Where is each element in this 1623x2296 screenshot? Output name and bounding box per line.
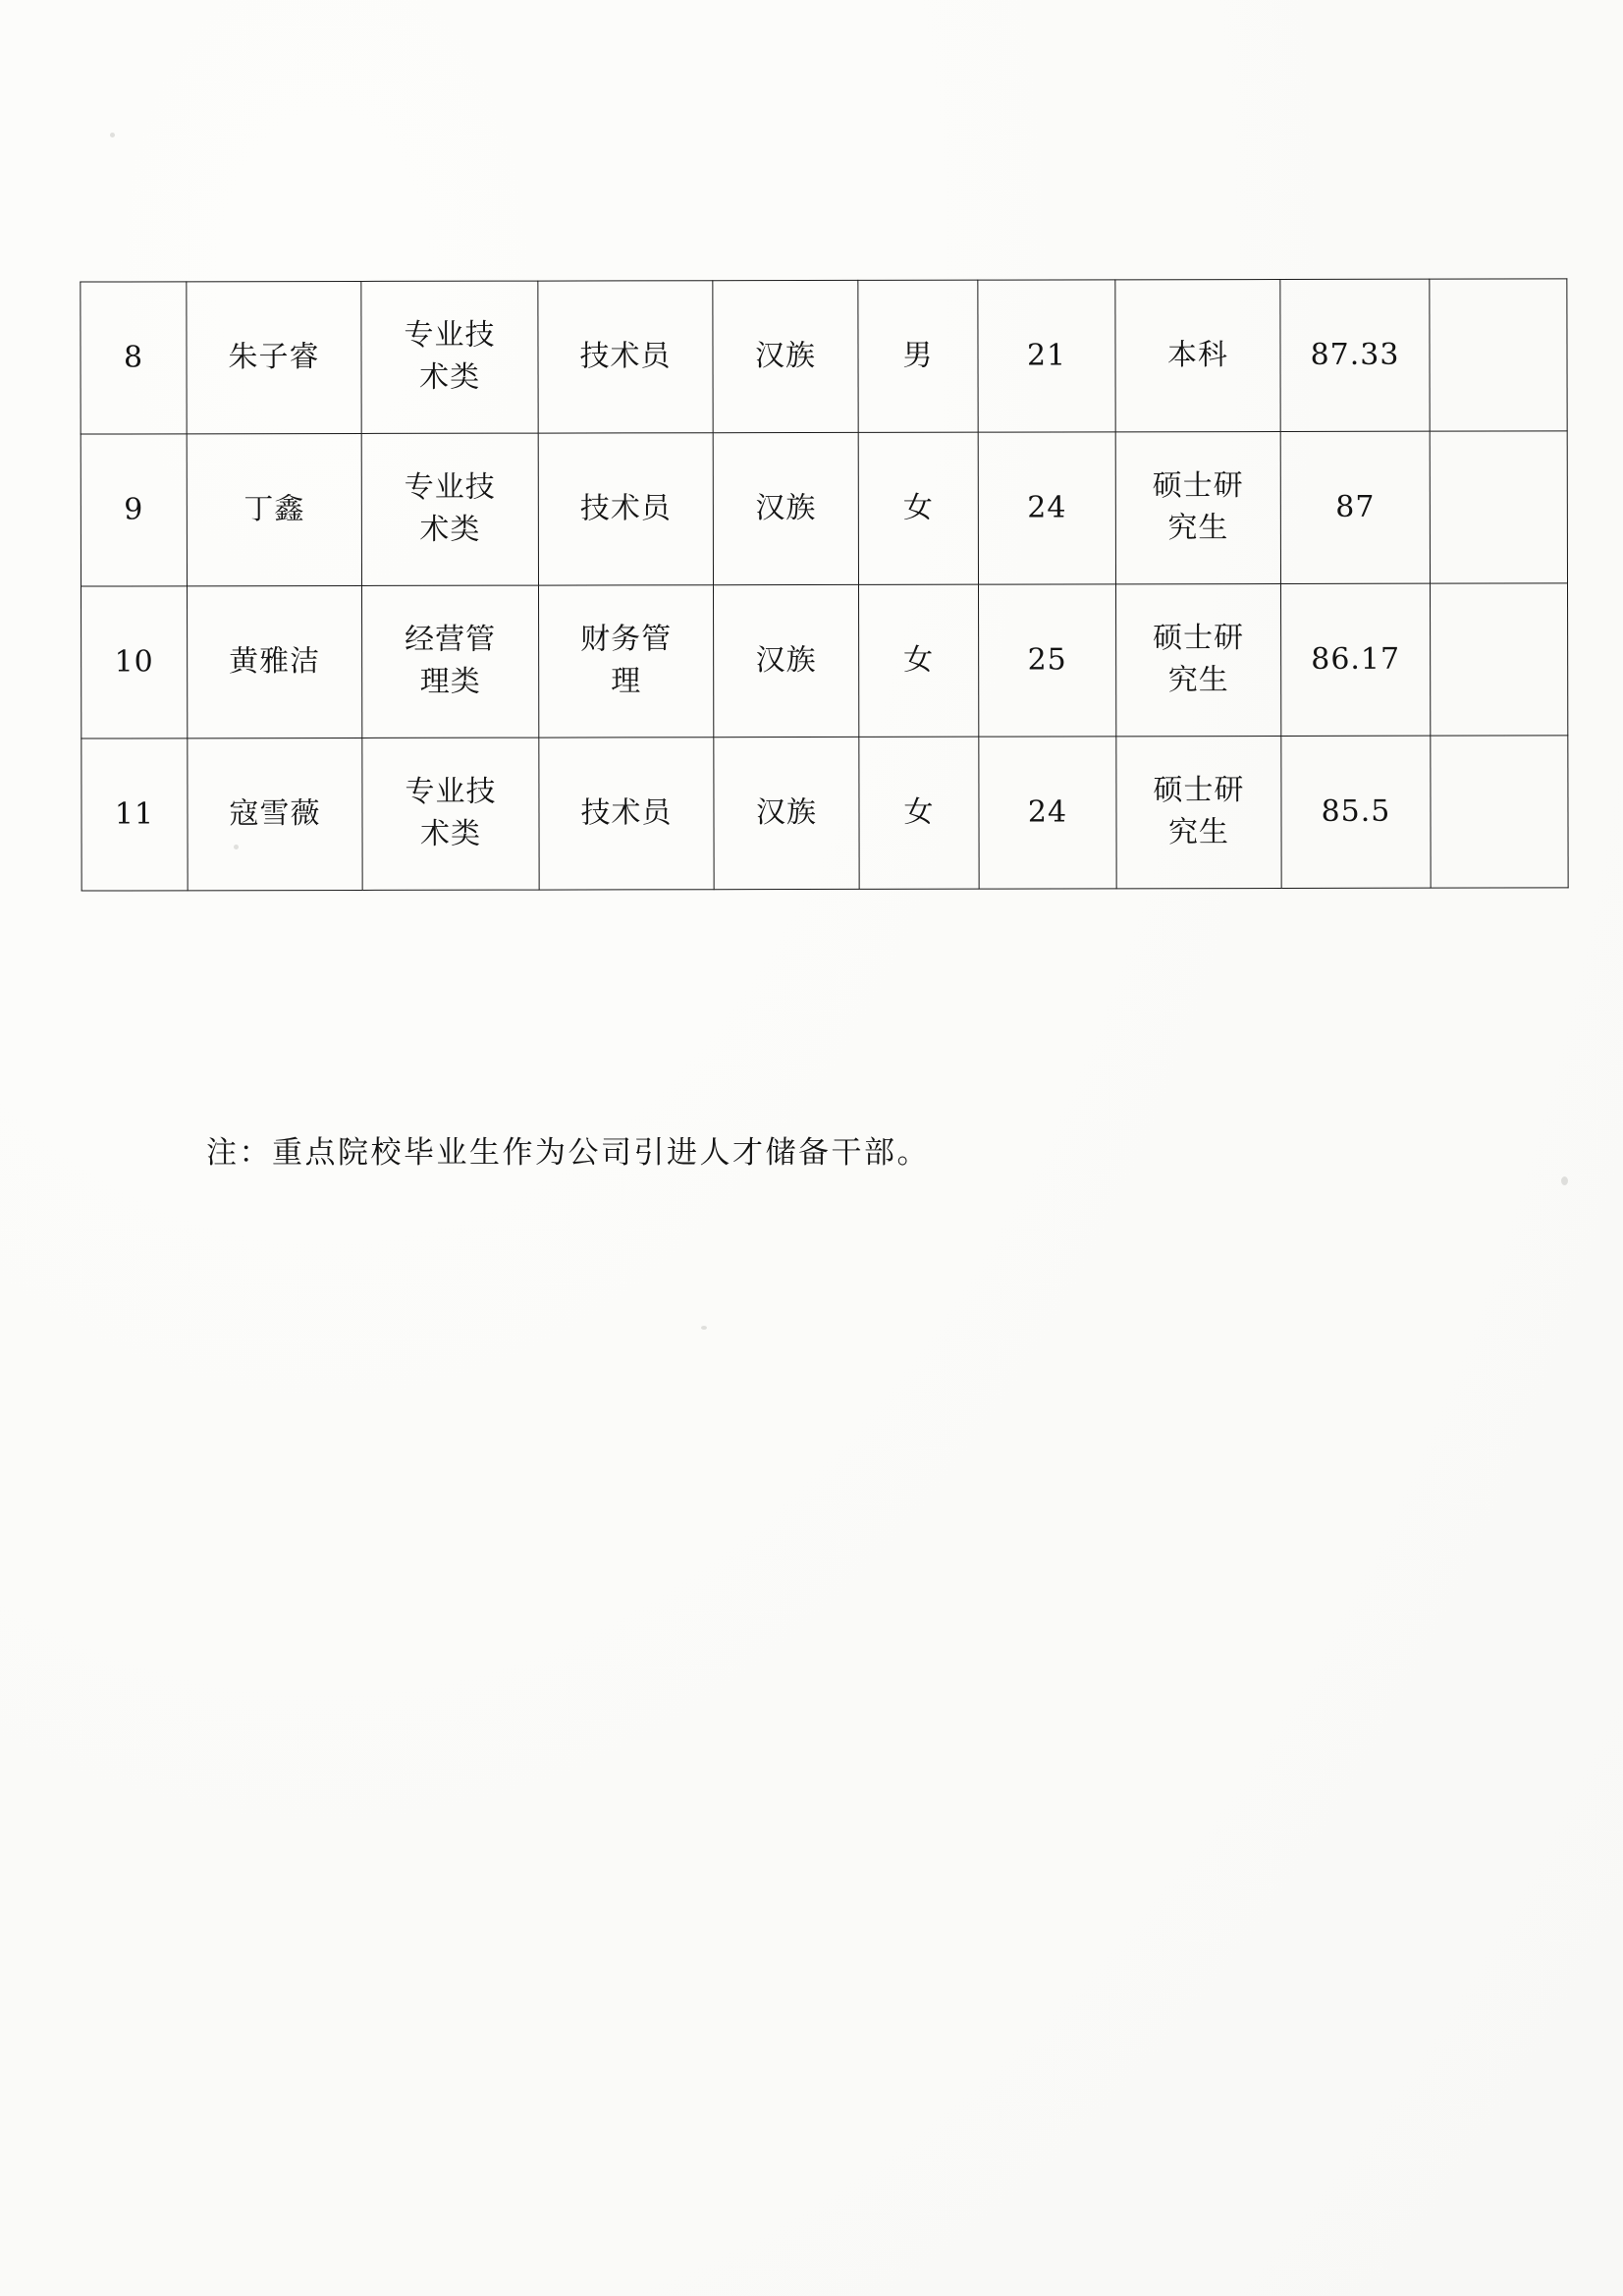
cell-age: 24 <box>978 432 1115 584</box>
cell-age: 21 <box>978 280 1115 432</box>
scan-artifact <box>1561 1176 1568 1185</box>
cell-position: 技术员 <box>538 281 713 433</box>
cell-education: 硕士研 究生 <box>1116 736 1281 888</box>
cell-name: 黄雅洁 <box>188 585 362 738</box>
cell-position: 技术员 <box>538 433 713 585</box>
cell-remark <box>1430 279 1567 431</box>
cell-category: 专业技 术类 <box>361 433 538 585</box>
cell-gender: 女 <box>859 737 979 889</box>
cell-ethnicity: 汉族 <box>713 280 858 432</box>
cell-position: 技术员 <box>539 738 714 890</box>
cell-age: 24 <box>979 737 1116 889</box>
cell-gender: 男 <box>858 280 978 432</box>
cell-score: 87.33 <box>1280 279 1430 431</box>
table-row <box>81 431 1567 586</box>
cell-age: 25 <box>978 584 1115 737</box>
cell-index: 8 <box>81 282 187 434</box>
cell-index: 11 <box>81 738 188 891</box>
cell-gender: 女 <box>858 584 978 737</box>
cell-name: 朱子睿 <box>187 281 361 433</box>
cell-index: 9 <box>81 434 187 586</box>
table-row <box>81 583 1568 738</box>
table-note: 注：重点院校毕业生作为公司引进人才储备干部。 <box>206 1135 930 1171</box>
cell-ethnicity: 汉族 <box>713 432 858 584</box>
cell-score: 85.5 <box>1281 736 1431 888</box>
cell-ethnicity: 汉族 <box>714 584 859 737</box>
cell-score: 86.17 <box>1280 583 1430 736</box>
cell-category: 专业技 术类 <box>362 738 539 890</box>
cell-category: 经营管 理类 <box>362 585 539 738</box>
cell-name: 寇雪薇 <box>188 738 362 890</box>
cell-education: 硕士研 究生 <box>1115 431 1280 583</box>
cell-remark <box>1430 583 1567 736</box>
candidate-table <box>80 278 1568 891</box>
cell-position: 财务管 理 <box>539 585 714 738</box>
table-row <box>81 736 1568 891</box>
scan-artifact <box>701 1326 707 1330</box>
cell-education: 本科 <box>1115 279 1280 431</box>
cell-name: 丁鑫 <box>187 433 361 585</box>
cell-index: 10 <box>81 586 188 738</box>
scan-artifact <box>110 133 115 137</box>
cell-gender: 女 <box>858 432 978 584</box>
candidate-table-container <box>80 278 1541 891</box>
cell-remark <box>1430 431 1567 583</box>
cell-score: 87 <box>1280 431 1430 583</box>
cell-remark <box>1431 736 1568 888</box>
table-row <box>81 279 1567 434</box>
cell-education: 硕士研 究生 <box>1115 583 1280 736</box>
cell-ethnicity: 汉族 <box>714 737 859 889</box>
cell-category: 专业技 术类 <box>361 281 538 433</box>
